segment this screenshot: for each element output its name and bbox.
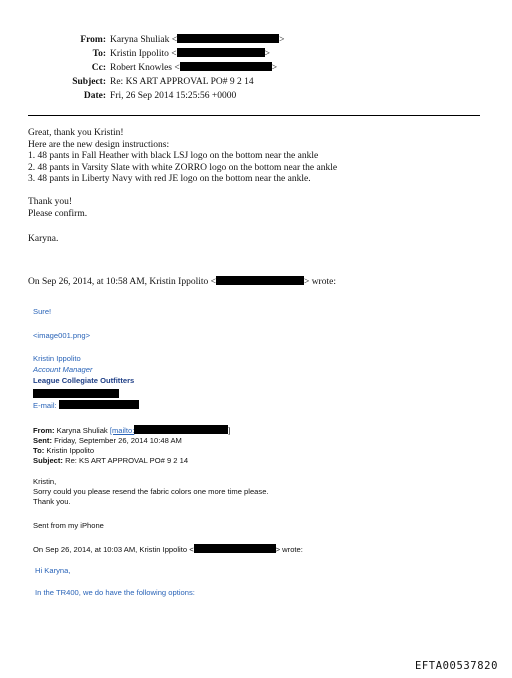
message-line: 3. 48 pants in Liberty Navy with red JE logo on the bottom near the ankle. [28, 174, 311, 184]
header-to-row [28, 47, 284, 61]
header-divider [28, 115, 480, 116]
signature-email [33, 400, 139, 411]
quote2-intro-start: On Sep 26, 2014, at 10:03 AM, Kristin Ippolito < [33, 545, 194, 554]
document-id: EFTA00537820 [414, 660, 498, 672]
message2-greeting: Kristin, [33, 477, 57, 486]
redaction-bar [180, 62, 272, 71]
mailto-close: ] [228, 426, 231, 435]
message2-line: Thank you. [33, 497, 71, 506]
signoff-text: Karyna. [28, 234, 59, 244]
from-label: From: [80, 35, 106, 45]
header-cc-row [28, 61, 284, 75]
to-label: To: [92, 49, 106, 59]
forwarded-subject-label: Subject: [33, 456, 63, 465]
forwarded-to-row [33, 446, 230, 456]
confirm-text: Please confirm. [28, 208, 88, 219]
message-line: 2. 48 pants in Varsity Slate with white ZORRO logo on the bottom near the ankle [28, 162, 338, 173]
message-line: Here are the new design instructions: [28, 139, 170, 150]
forwarded-header [33, 425, 230, 466]
quote2-intro [33, 544, 303, 555]
subject-label: Subject: [72, 77, 106, 87]
signature-title: Account Manager [33, 365, 93, 374]
attachment-image-link[interactable]: <image001.png> [33, 331, 91, 340]
quote-intro-start: On Sep 26, 2014, at 10:58 AM, Kristin Ippolito < [28, 277, 216, 287]
redaction-bar [33, 389, 119, 398]
signature-company: League Collegiate Outfitters [33, 376, 135, 385]
reply-sure: Sure! [33, 307, 52, 316]
redaction-bar [194, 544, 276, 553]
message-line: 1. 48 pants in Fall Heather with black LSJ logo on the bottom near the ankle [28, 151, 319, 161]
redaction-bar [59, 400, 139, 409]
date-label: Date: [83, 91, 106, 101]
email-header [28, 33, 284, 103]
subject-value: Re: KS ART APPROVAL PO# 9 2 14 [110, 77, 254, 87]
to-value: Kristin Ippolito < [110, 49, 177, 59]
forwarded-subject-row [33, 456, 230, 466]
forwarded-sent-label: Sent: [33, 436, 52, 445]
header-subject-row [28, 75, 284, 89]
date-value: Fri, 26 Sep 2014 15:25:56 +0000 [110, 91, 237, 101]
redaction-bar [134, 425, 231, 435]
cc-close: > [271, 63, 278, 73]
forwarded-from-row [33, 425, 230, 436]
signature-name: Kristin Ippolito [33, 354, 81, 363]
redaction-bar [216, 276, 304, 285]
header-date-row [28, 89, 284, 103]
forwarded-from-label: From: [33, 426, 55, 435]
mailto-link[interactable]: [mailto: [109, 426, 135, 435]
redaction-bar [177, 48, 265, 57]
forwarded-to-label: To: [33, 446, 45, 455]
forwarded-to-value: Kristin Ippolito [46, 446, 95, 455]
message-closing [28, 197, 87, 220]
redaction-bar [177, 34, 279, 43]
from-value: Karyna Shuliak < [110, 35, 178, 45]
forwarded-sent-value: Friday, September 26, 2014 10:48 AM [54, 436, 182, 445]
sent-from-text: Sent from my iPhone [33, 521, 104, 530]
message-body [28, 128, 337, 186]
forwarded-subject-value: Re: KS ART APPROVAL PO# 9 2 14 [65, 456, 189, 465]
message2-body [33, 477, 269, 507]
forwarded-from-value: Karyna Shuliak [56, 426, 110, 435]
reply2-line: In the TR400, we do have the following options: [35, 588, 195, 597]
header-from-row [28, 33, 284, 47]
forwarded-sent-row [33, 436, 230, 446]
reply2-greeting: Hi Karyna, [35, 566, 71, 575]
quote-intro-end: > wrote: [303, 277, 336, 287]
cc-value: Robert Knowles < [110, 63, 180, 73]
cc-label: Cc: [91, 63, 106, 73]
to-close: > [264, 49, 270, 59]
thanks-text: Thank you! [28, 197, 73, 207]
message2-line: Sorry could you please resend the fabric colors one more time please. [33, 487, 269, 496]
email-label: E-mail: [33, 401, 57, 410]
quote-intro [28, 276, 336, 289]
quote2-intro-end: > wrote: [275, 545, 303, 554]
message-line: Great, thank you Kristin! [28, 128, 124, 138]
from-close: > [279, 35, 285, 45]
